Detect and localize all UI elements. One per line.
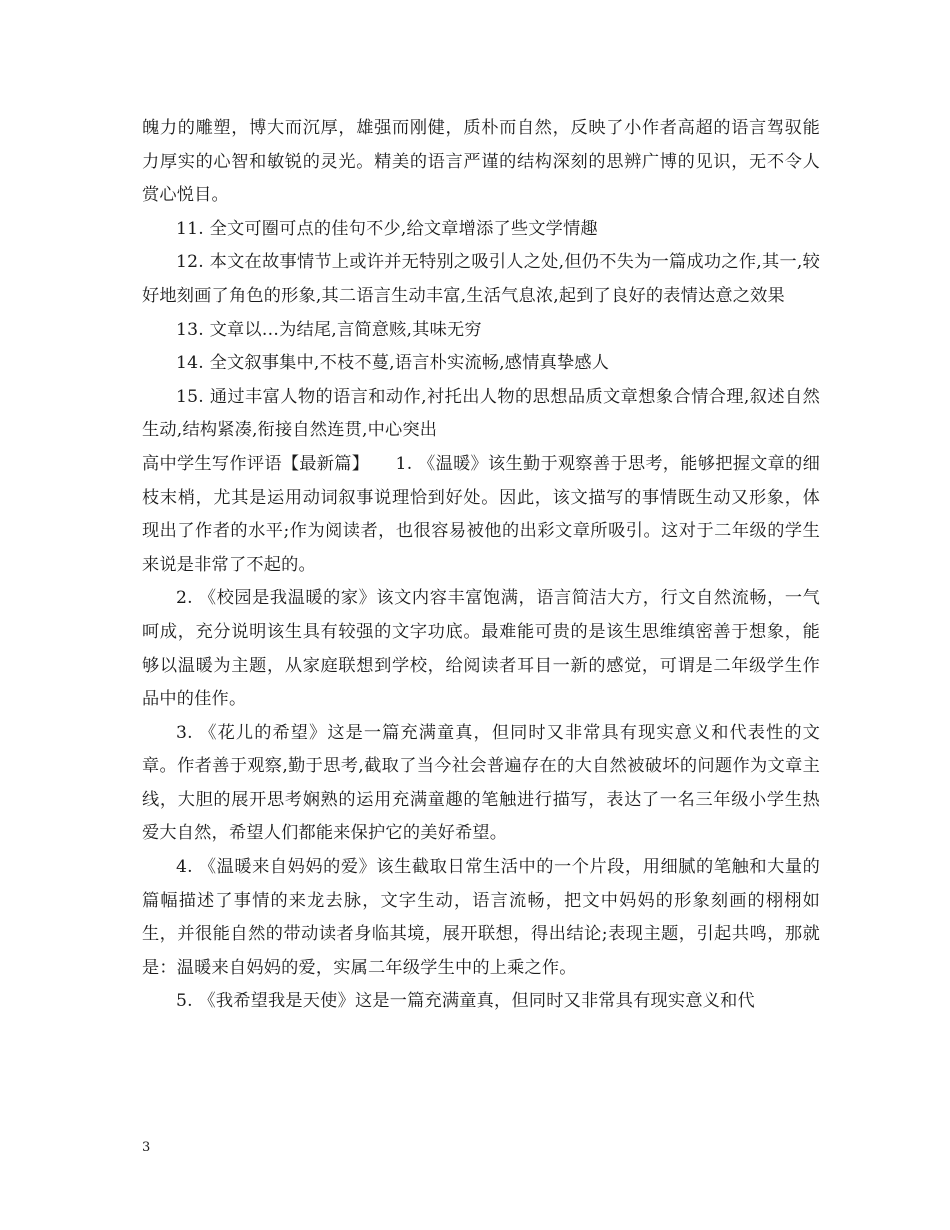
paragraph-section-heading: 高中学生写作评语【最新篇】 1. 《温暖》该生勤于观察善于思考，能够把握文章的细枝末梢，尤其是运用动词叙事说理恰到好处。因此，该文描写的事情既生动又形象，体现出了作者的水平;作为阅读者，也很容易被他的出彩文章所吸引。这对于二年级的学生来说是非常了不起的。 bbox=[142, 453, 820, 575]
page-number: 3 bbox=[142, 1140, 151, 1155]
paragraph-review-2: 2. 《校园是我温暖的家》该文内容丰富饱满，语言简洁大方，行文自然流畅，一气呵成，充分说明该生具有较强的文字功底。最难能可贵的是该生思维缜密善于想象，能够以温暖为主题，从家庭联想到学校，给阅读者耳目一新的感觉，可谓是二年级学生作品中的佳作。 bbox=[142, 588, 820, 710]
paragraph-comment-14: 14. 全文叙事集中,不枝不蔓,语言朴实流畅,感情真挚感人 bbox=[176, 353, 610, 374]
paragraph-review-4: 4. 《温暖来自妈妈的爱》该生截取日常生活中的一个片段，用细腻的笔触和大量的篇幅描述了事情的来龙去脉，文字生动，语言流畅，把文中妈妈的形象刻画的栩栩如生，并很能自然的带动读者身临其境，展开联想，得出结论;表现主题，引起共鸣，那就是：温暖来自妈妈的爱，实属二年级学生中的上乘之作。 bbox=[142, 857, 820, 978]
paragraph-review-5: 5. 《我希望我是天使》这是一篇充满童真，但同时又非常具有现实意义和代 bbox=[176, 991, 755, 1012]
paragraph-comment-13: 13. 文章以…为结尾,言简意赅,其味无穷 bbox=[176, 319, 482, 340]
paragraph-comment-12: 12. 本文在故事情节上或许并无特别之吸引人之处,但仍不失为一篇成功之作,其一,较好地刻画了角色的形象,其二语言生动丰富,生活气息浓,起到了良好的表情达意之效果 bbox=[142, 252, 820, 306]
paragraph-1: 魄力的雕塑，博大而沉厚，雄强而刚健，质朴而自然，反映了小作者高超的语言驾驭能力厚实的心智和敏锐的灵光。精美的语言严谨的结构深刻的思辨广博的见识，无不令人赏心悦目。 bbox=[142, 118, 820, 206]
paragraph-comment-11: 11. 全文可圈可点的佳句不少,给文章增添了些文学情趣 bbox=[176, 218, 598, 239]
document-body bbox=[142, 112, 820, 1019]
paragraph-review-3: 3. 《花儿的希望》这是一篇充满童真，但同时又非常具有现实意义和代表性的文章。作者善于观察,勤于思考,截取了当今社会普遍存在的大自然被破坏的问题作为文章主线，大胆的展开思考娴熟的运用充满童趣的笔触进行描写，表达了一名三年级小学生热爱大自然，希望人们都能来保护它的美好希望。 bbox=[142, 722, 820, 844]
paragraph-comment-15: 15. 通过丰富人物的语言和动作,衬托出人物的思想品质文章想象合情合理,叙述自然生动,结构紧凑,衔接自然连贯,中心突出 bbox=[142, 386, 820, 441]
